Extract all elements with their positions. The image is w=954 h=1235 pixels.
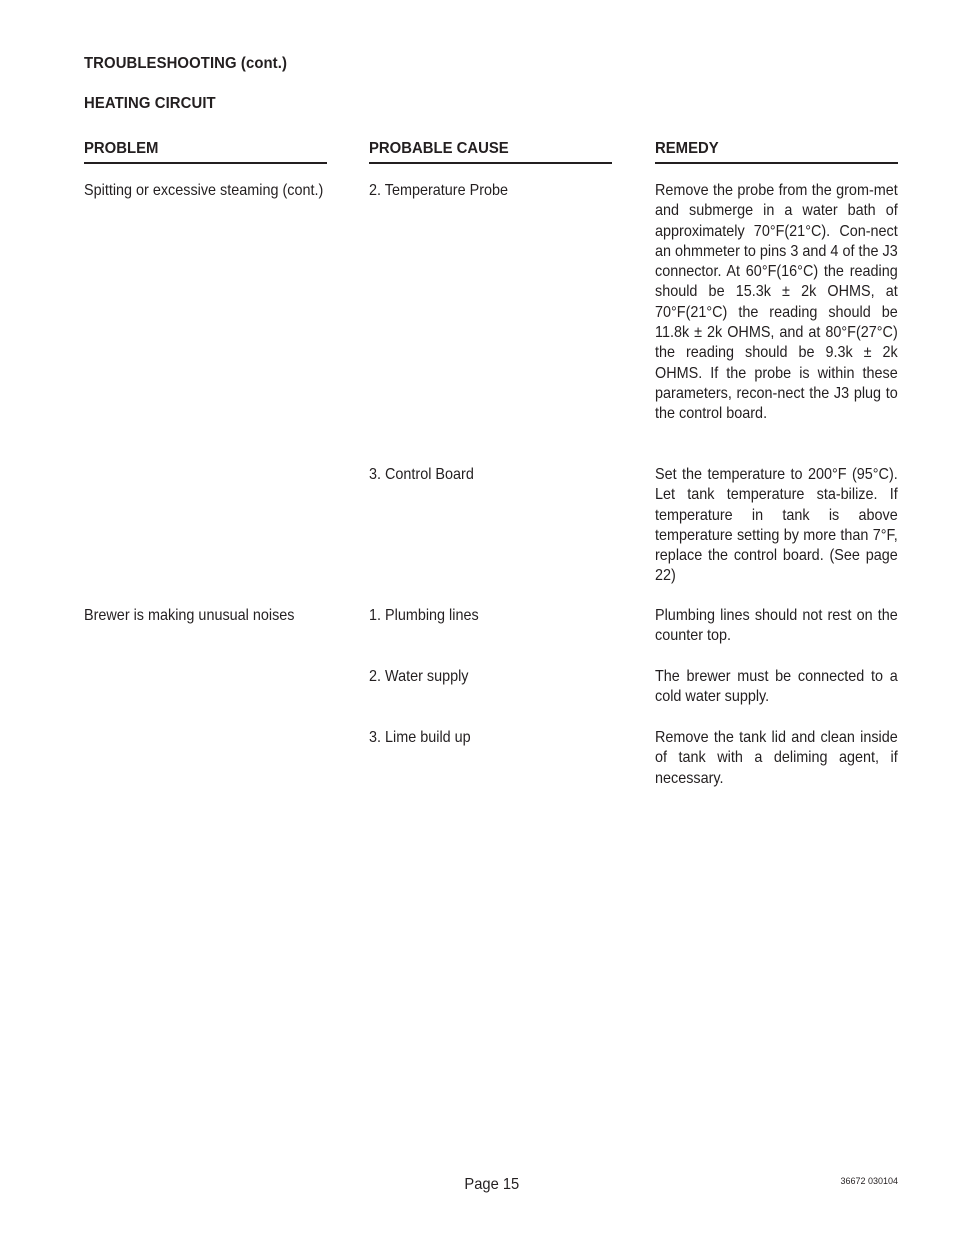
page-number xyxy=(0,1176,954,1194)
table-row-remedy: Remove the tank lid and clean inside of tank with a deliming agent, if necessary. xyxy=(655,729,898,787)
column-header-remedy-label: REMEDY xyxy=(655,140,719,157)
document-title: TROUBLESHOOTING (cont.) xyxy=(84,55,288,72)
document-code: 36672 030104 xyxy=(840,1176,898,1186)
table-row-remedy: Remove the probe from the grom-met and submerge in a water bath of approximately 70°F(21°C). Con-nect an ohmmeter to pins 3 and 4 of the J3 connector. At 60°F(16°C) the reading should be 15.3k ± 2k OHMS, at 70°F(21°C) the reading should be 11.8k ± 2k OHMS, and at 80°F(27°C) the reading should be 9.3k ± 2k OHMS. If the probe is within these parameters, recon-nect the J3 plug to the control board. xyxy=(655,182,898,423)
table-row-remedy: The brewer must be connected to a cold water supply. xyxy=(655,668,898,706)
column-header-cause-label: PROBABLE CAUSE xyxy=(369,140,509,157)
table-row-remedy: Plumbing lines should not rest on the counter top. xyxy=(655,607,898,645)
table-row-cause: 2. Water supply xyxy=(369,668,469,685)
table-row-remedy: Set the temperature to 200°F (95°C). Let tank temperature sta-bilize. If temperature in tank is above temperature setting by more than 7°F, replace the control board. (See page 22) xyxy=(655,466,898,585)
table-row-problem: Brewer is making unusual noises xyxy=(84,607,295,624)
column-header-remedy xyxy=(655,140,898,164)
column-header-problem-label: PROBLEM xyxy=(84,140,159,157)
table-row-cause: 3. Lime build up xyxy=(369,729,471,746)
column-header-cause xyxy=(369,140,612,164)
column-header-problem xyxy=(84,140,327,164)
table-row-cause: 1. Plumbing lines xyxy=(369,607,479,624)
table-row-problem: Spitting or excessive steaming (cont.) xyxy=(84,182,324,199)
section-title: HEATING CIRCUIT xyxy=(84,95,216,112)
page-number-label: Page 15 xyxy=(464,1176,520,1193)
table-row-cause: 2. Temperature Probe xyxy=(369,182,509,199)
table-row-cause: 3. Control Board xyxy=(369,466,474,483)
